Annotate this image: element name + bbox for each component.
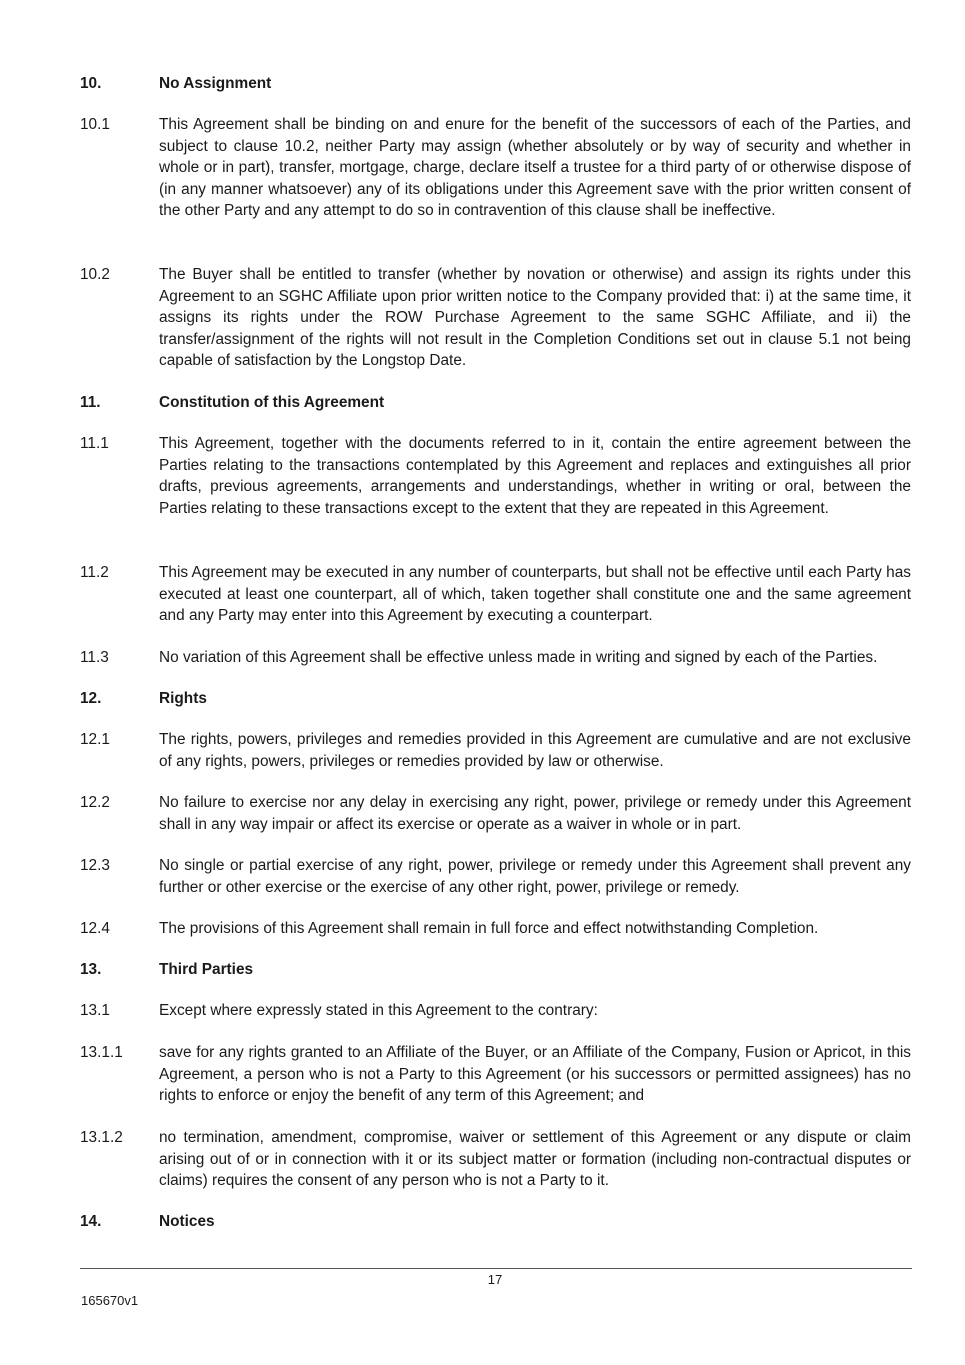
clause-number: 12.2 (80, 794, 110, 811)
clause-number: 11.2 (80, 564, 109, 581)
clause-text: The Buyer shall be entitled to transfer (whether by novation or otherwise) and assign its rights under this Agreement to an SGHC Affiliate upon prior written notice to the Company provided that: i) at the same time, it assigns its rights under the ROW Purchase Agreement to the same SGHC Affiliate, and ii) the transfer/assignment of the rights will not result in the Completion Conditions set out in clause 5.1 not being capable of satisfaction by the Longstop Date. (159, 266, 911, 370)
footer-divider (80, 1268, 912, 1269)
section-number: 10. (80, 75, 102, 92)
clause-number: 13.1.1 (80, 1044, 123, 1061)
clause-number: 12.1 (80, 731, 110, 748)
clause-text: This Agreement shall be binding on and enure for the benefit of the successors of each of the Parties, and subject to clause 10.2, neither Party may assign (whether absolutely or by way of security and whether in whole or in part), transfer, mortgage, charge, declare itself a trustee for a third party of or otherwise dispose of (in any manner whatsoever) any of its obligations under this Agreement save with the prior written consent of the other Party and any attempt to do so in contravention of this clause shall be ineffective. (159, 116, 911, 220)
section-title: Constitution of this Agreement (159, 394, 385, 411)
page-number: 17 (487, 1272, 503, 1287)
section-number: 14. (80, 1213, 102, 1230)
document-reference: 165670v1 (81, 1293, 139, 1308)
clause-text: no termination, amendment, compromise, waiver or settlement of this Agreement or any dispute or claim arising out of or in connection with it or its subject matter or formation (including non-contractual disputes or claims) requires the consent of any person who is not a Party to it. (159, 1129, 911, 1190)
clause-number: 13.1 (80, 1002, 110, 1019)
section-number: 12. (80, 690, 102, 707)
section-number: 13. (80, 961, 102, 978)
clause-number: 13.1.2 (80, 1129, 123, 1146)
section-number: 11. (80, 394, 101, 411)
clause-text: save for any rights granted to an Affiliate of the Buyer, or an Affiliate of the Company, Fusion or Apricot, in this Agreement, a person who is not a Party to this Agreement (or his successors or permitted assignees) has no rights to enforce or enjoy the benefit of any term of this Agreement; and (159, 1044, 911, 1105)
clause-text: Except where expressly stated in this Agreement to the contrary: (159, 1002, 598, 1019)
clause-number: 10.1 (80, 116, 110, 133)
clause-text: No single or partial exercise of any right, power, privilege or remedy under this Agreement shall prevent any further or other exercise or the exercise of any other right, power, privilege or remedy. (159, 857, 911, 896)
section-title: No Assignment (159, 75, 272, 92)
clause-text: No failure to exercise nor any delay in exercising any right, power, privilege or remedy under this Agreement shall in any way impair or affect its exercise or operate as a waiver in whole or in part. (159, 794, 911, 833)
section-title: Rights (159, 690, 207, 707)
clause-text: The provisions of this Agreement shall remain in full force and effect notwithstanding Completion. (159, 920, 819, 937)
clause-number: 11.1 (80, 435, 109, 452)
clause-number: 12.3 (80, 857, 110, 874)
section-title: Notices (159, 1213, 215, 1230)
section-title: Third Parties (159, 961, 254, 978)
clause-number: 10.2 (80, 266, 110, 283)
clause-number: 12.4 (80, 920, 110, 937)
clause-text: No variation of this Agreement shall be effective unless made in writing and signed by each of the Parties. (159, 649, 878, 666)
clause-text: This Agreement may be executed in any number of counterparts, but shall not be effective until each Party has executed at least one counterpart, all of which, taken together shall constitute one and the same agreement and any Party may enter into this Agreement by executing a counterpart. (159, 564, 911, 625)
clause-text: The rights, powers, privileges and remedies provided in this Agreement are cumulative and are not exclusive of any rights, powers, privileges or remedies provided by law or otherwise. (159, 731, 911, 770)
clause-text: This Agreement, together with the documents referred to in it, contain the entire agreement between the Parties relating to the transactions contemplated by this Agreement and replaces and extinguishes all prior drafts, previous agreements, arrangements and understandings, whether in writing or oral, between the Parties relating to these transactions except to the extent that they are repeated in this Agreement. (159, 435, 911, 517)
clause-number: 11.3 (80, 649, 109, 666)
